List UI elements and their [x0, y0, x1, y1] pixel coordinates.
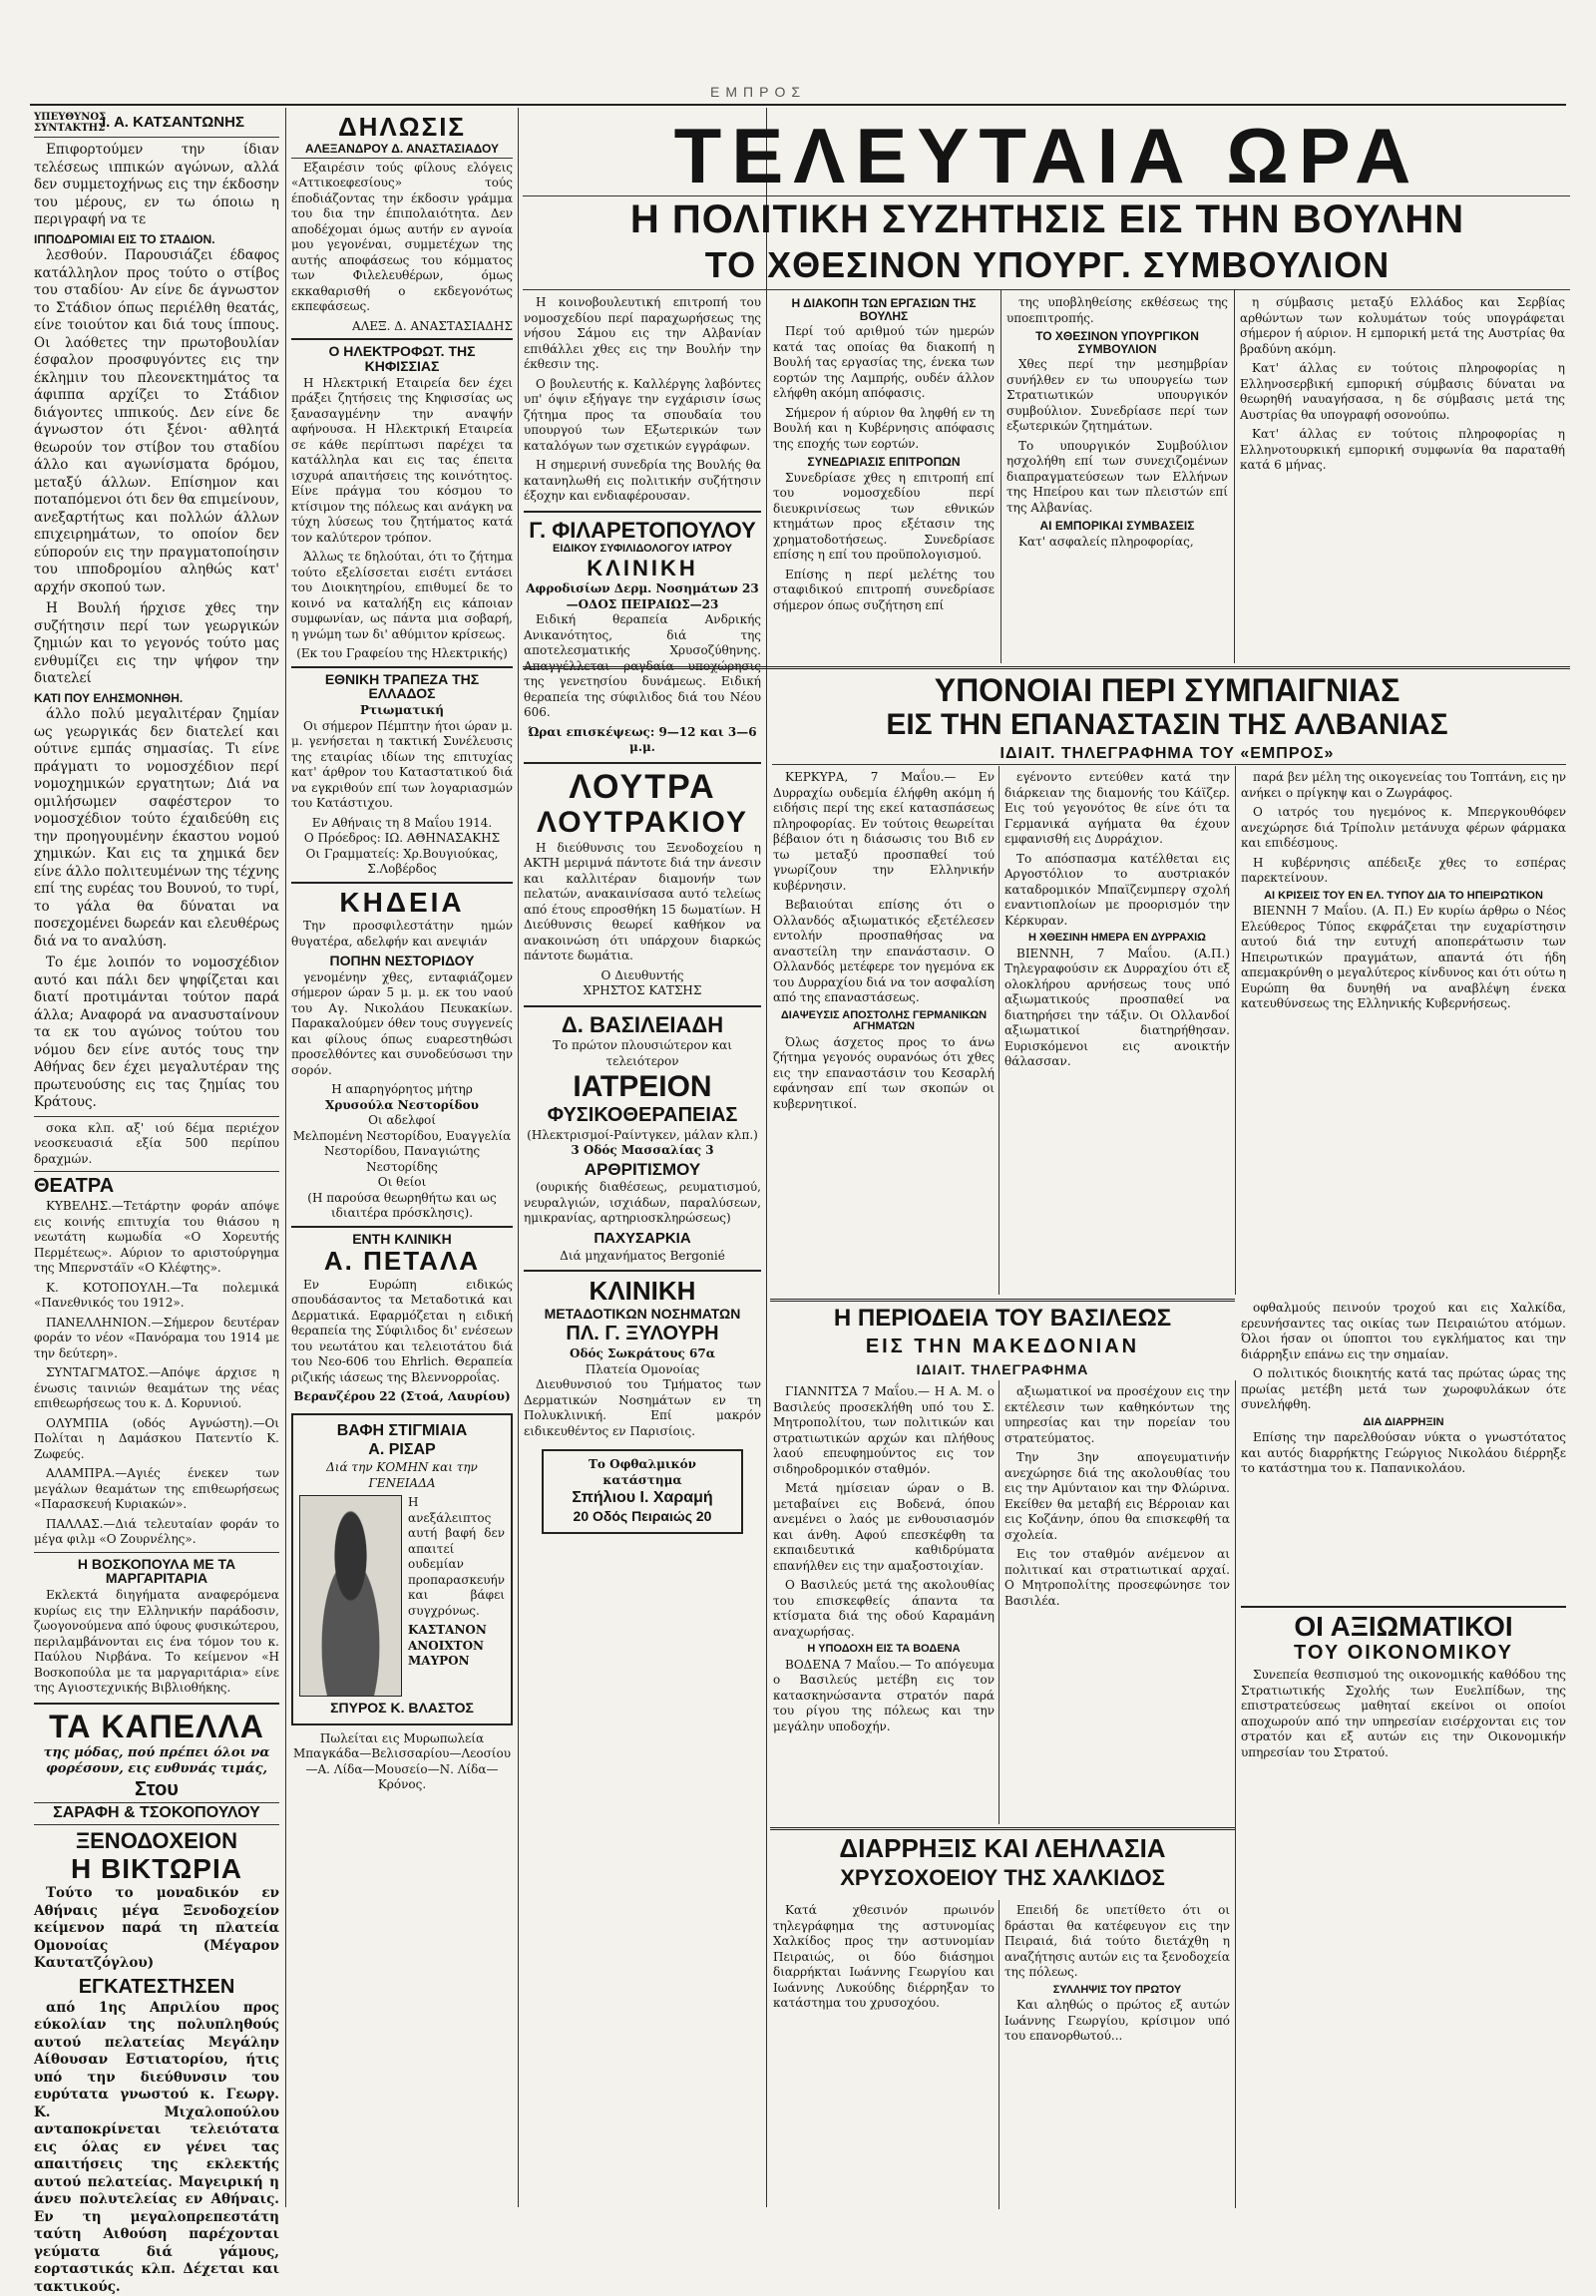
- section-heading: ΔΙΑ ΔΙΑΡΡΗΞΙΝ: [1363, 1415, 1444, 1428]
- ad-hotel-title: ΞΕΝΟΔΟΧΕΙΟΝ: [75, 1827, 238, 1853]
- paragraph: ΒΟΔΕΝΑ 7 Μαΐου.— Το απόγευμα ο Βασιλεύς μετέβη εις τον κατασκηνώσαντα στρατόν παρά του ρίγου της πόλεως και την μεγάλην υποδοχήν.: [773, 1657, 995, 1733]
- theatre-item: ΠΑΛΛΑΣ.—Διά τελευταίαν φοράν το μέγα φιλμ «Ο Ζουρνέλης».: [34, 1516, 279, 1547]
- address: 3 Οδός Μασσαλίας 3: [571, 1143, 714, 1158]
- section-rule: [770, 1299, 1235, 1302]
- paragraph: Οι σήμερον Πέμπτην ήτοι ώραν μ. μ. γενήσεται η τακτική Συνέλευσις της εταιρίας ιδίων της επιτυχίας κατ' άρθρον του Καταστατικού διά να εγκριθούν επί των λογαριασμών του Κατάστιχου.: [291, 718, 513, 811]
- theatre-item: ΣΥΝΤΑΓΜΑΤΟΣ.—Απόψε άρχισε η ένωσις ταινιών θεαμάτων της νέας επιθεωρήσεως του κ. Δ. Κορυνιού.: [34, 1365, 279, 1411]
- funeral-name: ΠΟΠΗΝ ΝΕΣΤΟΡΙΔΟΥ: [329, 953, 475, 969]
- section-heading: ΣΥΝΕΔΡΙΑΣΙΣ ΕΠΙΤΡΟΠΩΝ: [807, 455, 961, 470]
- paragraph: Την προσφιλεστάτην ημών θυγατέρα, αδελφήν και ανεψιάν: [291, 919, 513, 949]
- signature: Ο Πρόεδρος: ΙΩ. ΑΘΗΝΑΣΑΚΗΣ: [303, 831, 501, 846]
- column-6: [1240, 295, 1565, 662]
- paragraph: ΒΙΕΝΝΗ 7 Μαΐου. (Α. Π.) Εν κυρίω άρθρω ο Νέος Ελεύθερος Τύπος εκφράζεται την ευχαρίστησιν αυτού διά την ευτυχή αποπεράτωσιν των Ηπειρωτικών πραγμάτων, απαντά ότι ήδη απεμακρύνθη ο μεγαλύτερος κίνδυνος και ότι ούτω η Ευρώπη θα δυνηθή να αναβλέψη ένεκα κατευθύνσεως της Ελληνικής Κυβερνήσεως.: [1241, 904, 1566, 1011]
- paragraph: Χθες περί την μεσημβρίαν συνήλθεν εν τω υπουργείω των Στρατιωτικών υπουργικόν συμβούλιον. Συνεδρίασε περί των εξωτερικών ζητημάτων.: [1006, 357, 1228, 434]
- albania-col-1: [773, 770, 995, 1294]
- paragraph: Την 3ην απογευματινήν ανεχώρησε διά της ακολουθίας του εις την Αμύνταιον και την Φλώρινα. Εκείθεν θα μεταβή εις Βέρροιαν και εις Κοζάνην, όπου θα επισκεφθή τα σχολεία.: [1004, 1450, 1230, 1542]
- albania-headline-2: ΕΙΣ ΤΗΝ ΕΠΑΝΑΣΤΑΣΙΝ ΤΗΣ ΑΛΒΑΝΙΑΣ: [886, 708, 1448, 741]
- author-header: [34, 112, 279, 138]
- ad-dye-body: [299, 1495, 505, 1697]
- address: Πλατεία Ομονοίας: [585, 1361, 700, 1376]
- divider: [524, 762, 761, 764]
- section-heading: ΣΥΛΛΗΨΙΣ ΤΟΥ ΠΡΩΤΟΥ: [1052, 1983, 1182, 1996]
- section-heading: ΔΙΑΨΕΥΣΙΣ ΑΠΟΣΤΟΛΗΣ ΓΕΡΜΑΝΙΚΩΝ ΑΓΗΜΑΤΩΝ: [780, 1008, 988, 1033]
- theatre-heading: ΘΕΑΤΡΑ: [34, 1175, 115, 1198]
- paragraph: Κατ' ασφαλείς πληροφορίας,: [1018, 534, 1194, 549]
- divider: [291, 338, 513, 340]
- officers-headline-2: ΤΟΥ ΟΙΚΟΝΟΜΙΚΟΥ: [1293, 1642, 1514, 1665]
- signature-label: Ο Διευθυντής: [600, 967, 684, 982]
- paragraph: η σύμβασις μεταξύ Ελλάδος και Σερβίας αρθώντων των κολυμάτων τούς υπογράφεται σήμερον ή αύριον. Η εμπορική μετά της Αυστρίας θα βραδύνη ακόμη.: [1240, 295, 1565, 356]
- banner-rule: [523, 289, 1570, 290]
- paragraph: Συνεπεία θεσπισμού της οικονομικής καθόδου της Στρατιωτικής Σχολής των Ευελπίδων, της επιστρατεύσεως μαθηταί εκείνοι οι οποίοι αποχωρούν από την υπηρεσίαν εισέρχονται εις τον στρατόν και εξ αυτών εις την Οικονομικήν υπηρεσίαν του Στρατού.: [1241, 1668, 1566, 1759]
- section-heading: Η ΧΘΕΣΙΝΗ ΗΜΕΡΑ ΕΝ ΔΥΡΡΑΧΙΩ: [1028, 932, 1206, 944]
- paragraph: Ο βουλευτής κ. Καλλέργης λαβόντες υπ' όψιν εξήγαγε την εγχάρισιν ίσως ζήτημα προς τα σπουδαία του υπουργού των Εξωτερικών των καταλόγων των σχετικών εγγράφων.: [524, 376, 761, 453]
- address: Βερανζέρου 22 (Στοά, Λαυρίου): [293, 1389, 511, 1404]
- address: Αφροδισίων Δερμ. Νοσημάτων 23—ΟΔΟΣ ΠΕΙΡΑΙΩΣ—23: [526, 581, 759, 611]
- section-heading: Ο ΗΛΕΚΤΡΟΦΩΤ. ΤΗΣ ΚΗΦΙΣΣΙΑΣ: [328, 343, 476, 375]
- ad-dye-title: ΒΑΦΗ ΣΤΙΓΜΙΑΙΑ: [336, 1421, 468, 1439]
- author-name: Ι. Α. ΚΑΤΣΑΝΤΩΝΗΣ: [102, 114, 244, 132]
- ad-vasileiadis-sub: Το πρώτον πλουσιώτερον και τελειότερον: [553, 1038, 732, 1068]
- paragraph: Εκλεκτά διηγήματα αναφερόμενα κυρίως εις την Ελληνικήν παράδοσιν, ζωογονούμενα από ύφους φυσικώτερου, περιλαμβάνονται εις ένα τόμον του κ. Παύλου Νιρβάνα. Το κείμενον «Η Βοσκοπούλα με τα μαργαριτάρια» είνε της Αγιοστεχνικής Βιβλιοθήκης.: [34, 1588, 279, 1696]
- albania-col-2: [1004, 770, 1230, 1294]
- section-heading: Η ΥΠΟΔΟΧΗ ΕΙΣ ΤΑ ΒΟΔΕΝΑ: [807, 1643, 961, 1655]
- address: 20 Οδός Πειραιώς 20: [573, 1507, 712, 1524]
- signature: Οι Γραμματείς: Χρ.Βουγιούκας, Σ.Λοβέρδος: [305, 846, 499, 877]
- ad-clinic3-name: ΠΛ. Γ. ΞΥΛΟΥΡΗ: [566, 1323, 719, 1345]
- chalkis-col-2: [1004, 1903, 1230, 2202]
- ad-dye-color: ΑΝΟΙΧΤΟΝ ΜΑΥΡΟΝ: [408, 1638, 485, 1669]
- paragraph: Επιφορτούμεν την ίδιαν τελέσεως ιππικών αγώνων, αλλά δεν συμμετοχήνως εις την έκδοσην του μέρους, εν τω όποιω η περιγραφή να τε: [34, 142, 279, 227]
- ad-dye-brand: Α. ΡΙΣΑΡ: [368, 1440, 436, 1458]
- signature: ΧΡΗΣΤΟΣ ΚΑΤΣΗΣ: [583, 983, 702, 998]
- paragraph: Μετά ημίσειαν ώραν ο Β. μεταβαίνει εις Βοδενά, όπου ανεμένει ο λαός με ενθουσιασμόν και άνθη. Αφού επεσκέφθη τα εκπαιδευτικά καθιδρύματα επανήλθεν εις την αμαξοστοιχίαν.: [773, 1481, 995, 1573]
- paragraph: Εν Ευρώπη ειδικώς σπουδάσαντος τα Μεταδοτικά και Δερματικά. Εφαρμόζεται η ειδική θεραπεία της Σύφιλιδος δι' ενέσεων του νεωτάτου και τελειοτάτου διά του Νεο-606 του Ehrlich. Θεραπεία ριζικής ιάσεως της Βλεννορροΐας.: [291, 1277, 513, 1384]
- ad-clinic3-title: ΚΛΙΝΙΚΗ: [589, 1276, 696, 1307]
- paragraph: Επειδή δε υπετίθετο ότι οι δράσται θα κατέφευγον εις την Πειραιά, διά τούτο διετάχθη η αναζήτησις αυτών εις τα ξενοδοχεία της πόλεως.: [1004, 1903, 1230, 1979]
- banner-subtitle-2: ΤΟ ΧΘΕΣΙΝΟΝ ΥΠΟΥΡΓ. ΣΥΜΒΟΥΛΙΟΝ: [704, 244, 1391, 285]
- chalkis-headline-2: ΧΡΥΣΟΧΟΕΙΟΥ ΤΗΣ ΧΑΛΚΙΔΟΣ: [840, 1865, 1165, 1890]
- declaration-title: ΔΗΛΩΣΙΣ: [337, 112, 467, 142]
- theatre-listings: [34, 1199, 279, 1548]
- paragraph: Άλλως τε δηλούται, ότι το ζήτημα τούτο εξελίσσεται εισέτι εντάσει του Διοικητηρίου, επιθυμεί δε το κοινό να καταλήξη εις κάποιαν συμφωνίαν, ως πάντα μια σοβαρή, η γνώμη των δι' αθύμιτον κρίσεως.: [291, 550, 513, 641]
- paragraph: εγένοντο εντεύθεν κατά την διάρκειαν της διαμονής του Κάϊζερ. Εις τού γεγονότος θε είνε ότι τα Γερμανικά αγήματα θα έχουν εμφανισθή εις Δυρράχιον.: [1004, 770, 1230, 846]
- column-2: [291, 112, 513, 2206]
- paragraph: Η σημερινή συνεδρία της Βουλής θα κατανηλωθή εις πολιτικήν συζήτησιν έξοχην και ενδιαφέρουσαν.: [524, 458, 761, 503]
- paragraph: Συνεδρίασε χθες η επιτροπή επί του νομοσχεδίου περί διευκρινίσεως των εθνικών κτημάτων προς εξέτασιν της χρηματοδοτήσεως. Συνεδρίασε επίσης η επί του προϋπολογισμού.: [773, 470, 995, 563]
- paragraph: ΚΕΡΚΥΡΑ, 7 Μαΐου.— Εν Δυρραχίω ουδεμία έλήφθη ακόμη ή ειδήσις περί της εκεί κατασπάσεως πληροφορίας. Εν τούτοις θεωρείται βέβαιον ότι η διάσωσις του Βιδ εν τω μεταξύ προσπαθεί τού γνωρίζουν την Ελληνικήν κυβέρνησιν.: [773, 770, 995, 893]
- paragraph: αξιωματικοί να προσέχουν εις την εκτέλεσιν των καθηκόντων της υπηρεσίας και την πορείαν του στρατεύματος.: [1004, 1384, 1230, 1445]
- paragraph: Ο ιατρός του ηγεμόνος κ. Μπεργκουθόφεν ανεχώρησε διά Τρίπολιν μετάνυχα φέρων φάρμακα και επιδέσμους.: [1241, 805, 1566, 850]
- ad-loutra-title: ΛΟΥΤΡΑ: [569, 767, 716, 806]
- hours: Ώραι επισκέψεως: 9—12 και 3—6 μ.μ.: [528, 724, 757, 755]
- ad-optician-title: Το Οφθαλμικόν κατάστημα: [589, 1457, 696, 1487]
- paragraph: Το απόσπασμα κατέλθεται εις Αργοστόλιον το αυστριακόν καταδρομικόν Μπαϊζενμπεργ σχολή εναντιοπλοίων με προορισμόν την Κέρκυραν.: [1004, 851, 1230, 928]
- paragraph: Σήμερον ή αύριον θα ληφθή εν τη Βουλή και η Κυβέρνησις απόφασις της εποχής των εορτών.: [773, 405, 995, 451]
- section-rule: [772, 764, 1566, 765]
- top-rule: [30, 104, 1566, 106]
- ad-optician-name: Σπήλιου Ι. Χαραμή: [572, 1489, 713, 1507]
- signature-label: Οι αδελφοί: [368, 1113, 436, 1128]
- column-rule: [998, 1900, 999, 2209]
- column-rule: [1234, 289, 1235, 663]
- paragraph: Κατ' άλλας εν τούτοις πληροφορίας η Ελληνοτουρκική εμπορική συμφωνία θα παραταθή κατά 6 μήνας.: [1240, 427, 1565, 472]
- section-heading: Η ΒΟΣΚΟΠΟΥΛΑ ΜΕ ΤΑ ΜΑΡΓΑΡΙΤΑΡΙΑ: [77, 1555, 236, 1587]
- paragraph: ΓΙΑΝΝΙΤΣΑ 7 Μαΐου.— Η Α. Μ. ο Βασιλεύς προσεκλήθη υπό του Σ. Μητροπολίτου, των πολιτικών και στρατιωτικών αρχών και πλήθους λαού επευφημούντος εις τον σιδηροδρομικόν σταθμόν.: [773, 1384, 995, 1476]
- theatre-item: ΑΛΑΜΠΡΑ.—Αγιές ένεκεν των μεγάλων θεαμάτων της επιθεωρήσεως «Παρασκευή Κυριακών».: [34, 1466, 279, 1512]
- ad-obesity-sub: Διά μηχανήματος Bergonié: [560, 1248, 725, 1263]
- ad-hats-title: ΤΑ ΚΑΠΕΛΛΑ: [49, 1708, 264, 1744]
- paragraph: από 1ης Απριλίου προς εύκολίαν της πολυπληθούς αυτού πελατείας Μεγάλην Αίθουσαν Εστιατορίου, ήτις υπό την διεύθυνσιν του ευρύτατα γνωστού κ. Γεωργ. Κ. Μιχαλοπούλου ανταποκρίνεται τελειότατα εις όλας εν γένει τας απαιτήσεις της εκλεκτής αυτού πελατείας. Μαγειρική η άνευ πολυτελείας εν Αθήναις. Εν τη μεγαλοπρεπεστάτη ταύτη Αιθούση παρέχονται γεύματα διά γάμους, εορταστικάς κλπ. Δέχεται και τακτικούς.: [34, 1999, 279, 2295]
- paragraph: Διευθυνσιού του Τμήματος των Δερματικών Νοσημάτων εν τη Πολυκλινική. Επί μακρόν ειδικευθέντος εν Παρισίοις.: [524, 1377, 761, 1438]
- paragraph: Ο πολιτικός διοικητής κατά τας πρώτας ώρας της πρωίας μετέβη μετά των χωροφυλάκων ότε συνελήφθη.: [1241, 1366, 1566, 1411]
- ad-iatreion-sub: (Ηλεκτρισμοί-Ραίντγκεν, μάλαν κλπ.): [527, 1127, 758, 1142]
- ad-iatreion-cure: ΑΡΘΡΙΤΙΣΜΟΥ: [584, 1159, 701, 1179]
- divider: [1241, 1606, 1566, 1608]
- section-rule: [523, 666, 1570, 669]
- section-subheading: Ρτιωματική: [360, 703, 444, 718]
- ad-hair-dye: [291, 1413, 513, 1725]
- column-4: [773, 295, 995, 662]
- paragraph: οφθαλμούς πεινούν τροχού και εις Χαλκίδα, ερευνήσαντες τας οικίας των Πειραιώτου ατόμων. Όλοι ήσαν οι ύποπτοι του εγκλήματος και την διάρρηξιν επάνω εις την σημαίαν.: [1241, 1301, 1566, 1361]
- ad-hats-shop: ΣΑΡΑΦΗ & ΤΣΟΚΟΠΟΥΛΟΥ: [34, 1802, 279, 1825]
- author-label: ΥΠΕΥΘΥΝΟΣ ΣΥΝΤΑΚΤΗΣ: [34, 112, 107, 134]
- signature: Χρυσούλα Νεστορίδου: [325, 1097, 479, 1112]
- divider: [291, 1226, 513, 1228]
- ad-dye-sub: Διά την ΚΟΜΗΝ και την ΓΕΝΕΙΑΔΑ: [326, 1460, 478, 1490]
- chalkis-col-1: [773, 1903, 995, 2202]
- masthead-mark: ΕΜΠΡΟΣ: [710, 84, 806, 100]
- officers-section: [1241, 1606, 1566, 2204]
- officers-headline-1: ΟΙ ΑΞΙΩΜΑΤΙΚΟΙ: [1294, 1611, 1513, 1642]
- ad-optician: [542, 1449, 743, 1533]
- section-heading: ΤΟ ΧΘΕΣΙΝΟΝ ΥΠΟΥΡΓΙΚΟΝ ΣΥΜΒΟΥΛΙΟΝ: [1035, 329, 1199, 356]
- column-rule: [1235, 1380, 1236, 2208]
- paragraph: Και αληθώς ο πρώτος εξ αυτών Ιωάννης Γεωργίου, κρίσιμον υπό του επανορθωτού...: [1004, 1998, 1230, 2044]
- column-rule: [285, 108, 286, 2207]
- ad-clinic-title: Γ. ΦΙΛΑΡΕΤΟΠΟΥΛΟΥ: [529, 517, 756, 543]
- paragraph: Τούτο το μοναδικόν εν Αθήναις μέγα Ξενοδοχείον κείμενον παρά τη πλατεία Ομονοίας (Μέγαρον Καυτατζόγλου): [34, 1885, 279, 1972]
- paragraph: Η διεύθυνσις του Ξενοδοχείου η ΑΚΤΗ μεριμνά πάντοτε διά την άνεσιν και καλλιτέραν διαμονήν των πελατών, ανακαινίσασα αυτό τελείως από έτους επροσθήκη 15 δωματίων. Η Διεύθυνσις θεωρεί καθήκον να ανακοινώση ότι υπάρχουν διαρκώς πάντοτε δωμάτια.: [524, 840, 761, 963]
- king-col-1: [773, 1384, 995, 1823]
- ad-dye-seller: ΣΠΥΡΟΣ Κ. ΒΛΑΣΤΟΣ: [330, 1700, 474, 1717]
- paragraph: Κατά χθεσινόν πρωινόν τηλεγράφημα της αστυνομίας Χαλκίδος προς την αστυνομίαν Πειραιώς, οι δύο διάσημοι διαρρήκται Ιωάννης Γεωργίου και Ιωάννης Λυκούδης διέρρηξαν το κατάστημα του χρυσοχόου.: [773, 1903, 995, 2010]
- ad-hotel-name: Η ΒΙΚΤΩΡΙΑ: [71, 1853, 242, 1885]
- divider: [291, 666, 513, 668]
- column-rule: [998, 1380, 999, 1824]
- ad-petala-title: Α. ΠΕΤΑΛΑ: [323, 1246, 481, 1277]
- divider: [34, 1116, 279, 1117]
- ad-hats-text: της μόδας, πού πρέπει όλοι να φορέσουν, εις ευθυνάς τιμάς,: [43, 1745, 270, 1777]
- paragraph: Ο Βασιλεύς μετά της ακολουθίας του επισκεφθείς άπαντα τα κτίσματα διά της οδού Καραμάνη αναχωρήσας.: [773, 1578, 995, 1639]
- section-heading: ΑΙ ΕΜΠΟΡΙΚΑΙ ΣΥΜΒΑΣΕΙΣ: [1039, 519, 1195, 534]
- funeral-title: ΚΗΔΕΙΑ: [339, 886, 465, 918]
- section-rule: [770, 1827, 1235, 1830]
- ad-dye-text: Η ανεξάλειπτος αυτή βαφή δεν απαιτεί ουδεμίαν προπαρασκευήν και βάφει συγχρόνως.: [408, 1495, 506, 1618]
- ad-iatreion-title-2: ΦΥΣΙΚΟΘΕΡΑΠΕΙΑΣ: [547, 1103, 738, 1126]
- column-1: [34, 112, 279, 2295]
- paragraph: Η κοινοβουλευτική επιτροπή του νομοσχεδίου περί παραχωρήσεως της νήσου Σάμου εις την Αλβανίαν επιθάλλει χθες εις την Βουλήν την έκθεσιν της.: [524, 295, 761, 371]
- section-heading: ΕΘΝΙΚΗ ΤΡΑΠΕΖΑ ΤΗΣ ΕΛΛΑΔΟΣ: [324, 670, 480, 702]
- paragraph: ΒΙΕΝΝΗ, 7 Μαΐου. (Α.Π.) Τηλεγραφούσιν εκ Δυρραχίου ότι εξ ολοκλήρου αρνήσεως τους υπό αξιωματικούς προσπαθεί να διατηρήσει την τάξιν. Οι Ολλανδοί αξιωματικοί διατηρήθησαν. Ευρισκόμενοι εις ανοικτήν θάλασσαν.: [1004, 946, 1230, 1069]
- ad-obesity: ΠΑΧΥΣΑΡΚΙΑ: [594, 1229, 691, 1247]
- paragraph: σοκα κλπ. αξ' ιού δέμα περιέχον νεοσκευασιά εξία 500 περίπου δραχμών.: [34, 1120, 279, 1166]
- ad-clinic-word: ΚΛΙΝΙΚΗ: [587, 556, 698, 581]
- ad-iatreion-title: ΙΑΤΡΕΙΟΝ: [573, 1070, 712, 1104]
- signature-label: Η απαρηγόρητος μήτηρ: [331, 1082, 473, 1097]
- paragraph: παρά βεν μέλη της οικογενείας του Τοπτάνη, εις ην ανήκει ο πρίγκηψ και ο Ζωγράφος.: [1241, 770, 1566, 800]
- declaration-subtitle: ΑΛΕΞΑΝΔΡΟΥ Δ. ΑΝΑΣΤΑΣΙΑΔΟΥ: [291, 143, 513, 159]
- signature: ΑΛΕΞ. Δ. ΑΝΑΣΤΑΣΙΑΔΗΣ: [352, 318, 513, 333]
- banner-rule: [523, 195, 1570, 196]
- paragraph: Το υπουργικόν Συμβούλιον ησχολήθη επί των συνεχιζομένων διαπραγματεύσεων των Ελλήνων της Ηπείρου και των πλειστών επί της Αλβανίας.: [1006, 438, 1228, 515]
- chalkis-headline-1: ΔΙΑΡΡΗΞΙΣ ΚΑΙ ΛΕΗΛΑΣΙΑ: [839, 1833, 1166, 1863]
- paragraph: Η Ηλεκτρική Εταιρεία δεν έχει πράξει ζητήσεις της Κηφισσίας ως ξανασαγμένην την αναψήν αφήνουσα. Η Ηλεκτρική Εταιρεία σε κάθε περίπτωσι παρέχει τα κατάλληλα και εις τας έπειτα ισχυρά απαιτήσεις της κοινότητος. Είνε πράγμα του κόσμου το κτίσιμον της πόλεως και ανάγκη να τύχη λύσεως του ζητήματος κατά τον καλύτερον τρόπον.: [291, 375, 513, 545]
- column-5: [1006, 295, 1228, 662]
- paragraph: Ειδική θεραπεία Ανδρικής Ανικανότητος, διά της αποτελεσματικής Χρυσοζύθηνης. Απαγγέλλεται ραγδαία υποχώρησις της γενετησίου δυνάμεως. Ειδική θεραπεία της σύφιλιδος διά του Νέου 606.: [524, 612, 761, 720]
- divider: [524, 511, 761, 513]
- divider: [524, 1270, 761, 1272]
- divider: [34, 1703, 279, 1705]
- paragraph: Εις τον σταθμόν ανέμενον αι πολιτικαί και στρατιωτικαί αρχαί. Ο Μητροπολίτης προσεφώνησε τον Βασιλέα.: [1004, 1547, 1230, 1608]
- albania-headline-1: ΥΠΟΝΟΙΑΙ ΠΕΡΙ ΣΥΜΠΑΙΓΝΙΑΣ: [934, 672, 1400, 708]
- theatre-item: ΚΥΒΕΛΗΣ.—Τετάρτην φοράν απόψε εις κοινής επιτυχία του θιάσου η νεωτάτη κωμωδία «Ο Χορευτής Περμέτεως». Αύριον το αριστούργημα της Μπερνστάϊν «Ο Κλέφτης».: [34, 1199, 279, 1276]
- paragraph: γενομένην χθες, ενταφιάζομεν σήμερον ώραν 5 μ. μ. εκ του ναού του Αγ. Νικολάου Πευκακίων. Παρακαλούμεν όθεν τους συγγενείς και φίλους όπως ευαρεστηθώσι προσελθόντες και συνοδεύσωσι την σορόν.: [291, 969, 513, 1077]
- king-col-3: [1241, 1301, 1566, 1600]
- king-col-2: [1004, 1384, 1230, 1823]
- banner-subtitle-1: Η ΠΟΛΙΤΙΚΗ ΣΥΖΗΤΗΣΙΣ ΕΙΣ ΤΗΝ ΒΟΥΛΗΝ: [629, 197, 1465, 241]
- paragraph: Όλως άσχετος προς το άνω ζήτημα γεγονός ουρανόως ότι χθες εις την επαναστάσιν του Κεσαρλή εφάνησαν επί των σκοπών οι κυβερνητικοί.: [773, 1034, 995, 1111]
- column-rule: [766, 108, 767, 2207]
- theatre-item: ΟΛΥΜΠΙΑ (οδός Αγνώστη).—Οι Πολίται η Δαμάσκου Πατεντίο Κ. Ζωφεύς.: [34, 1415, 279, 1461]
- ad-clinic-subtitle: ΕΙΔΙΚΟΥ ΣΥΦΙΛΙΔΟΛΟΓΟΥ ΙΑΤΡΟΥ: [553, 542, 732, 555]
- divider: [34, 1552, 279, 1553]
- section-heading: ΑΙ ΚΡΙΣΕΙΣ ΤΟΥ ΕΝ ΕΛ. ΤΥΠΟΥ ΔΙΑ ΤΟ ΗΠΕΙΡΩΤΙΚΟΝ: [1264, 889, 1543, 902]
- albania-col-3: [1241, 770, 1566, 1294]
- source-note: (Εκ του Γραφείου της Ηλεκτρικής): [296, 646, 508, 661]
- ad-dye-color: ΚΑΣΤΑΝΟΝ: [408, 1623, 487, 1638]
- king-headline-1: Η ΠΕΡΙΟΔΕΙΑ ΤΟΥ ΒΑΣΙΛΕΩΣ: [833, 1305, 1172, 1332]
- column-rule: [518, 108, 519, 2207]
- paragraph: Περί τού αριθμού τών ημερών κατά τας οποίας θα διακοπή η Βουλή τας εργασίας της, ένεκα των εορτών της Λαμπρής, ουδέν άλλον ελήφθη ακόμη απόφασις.: [773, 324, 995, 401]
- paragraph: (ουρικής διαθέσεως, ρευματισμού, νευραλγιών, ισχιάδων, παραλύσεων, ημικρανίας, αρτηριοσκληρώσεως): [524, 1180, 761, 1226]
- ad-loutra-title-2: ΛΟΥΤΡΑΚΙΟΥ: [537, 806, 748, 840]
- theatre-item: Κ. ΚΟΤΟΠΟΥΛΗ.—Τα πολεμικά «Πανεθνικός του 1912».: [34, 1280, 279, 1311]
- paragraph: Το έμε λοιπόν το νομοσχέδιον αυτό και πάλι δεν ψηφίζεται και διατί προτιμάνται τούτον παρά άλλα; Αναφορά να ανασυσταίνουν τα εκ του αγώνος τούτου του νόμου δεν είνε αυτός τους την Αθήνας δεν έχει μεγαλυτέραν της πρωτευούσης εις τας ζημίας του Κράτους.: [34, 955, 279, 1111]
- address: Οδός Σωκράτους 67α: [570, 1346, 715, 1361]
- divider: [524, 1005, 761, 1007]
- paragraph: Επίσης η περί μελέτης του σταφιδικού επιτροπή συνεδρίασε σήμερον όπως συζήτηση επί: [773, 567, 995, 612]
- signature: Μελπομένη Νεστορίδου, Ευαγγελία Νεστορίδου, Παναγιώτης Νεστορίδης: [292, 1128, 512, 1174]
- section-heading: ΙΠΠΟΔΡΟΜΙΑΙ ΕΙΣ ΤΟ ΣΤΑΔΙΟΝ.: [34, 231, 215, 246]
- paragraph: άλλο πολύ μεγαλιτέραν ζημίαν ως γεωργικάς δεν διατελεί και ούτινε εμπάς σημασίας. Τι είνε πράγματι το νομοσχέδιον περί νομοχημικών εργατητων; Διά να ομιλήσωμεν σαφέστερον το νομοσχέδιον τούτο έχαιδεύθη εις την προηγουμένην έκαστου νομού χημικών. Και εις τα χημικά δεν είνε άλλο πολιτευμένων της τέχνης επί της ευρέας του Βουνού, το τυρί, το γάλα θα δύναται να ποσεχομένει δωρεάν και ελευθέρως διά να το αναλύση.: [34, 706, 279, 950]
- albania-telegram-label: ΙΔΙΑΙΤ. ΤΗΛΕΓΡΑΦΗΜΑ ΤΟΥ «ΕΜΠΡΟΣ»: [999, 745, 1335, 762]
- divider: [34, 1171, 279, 1172]
- section-heading: Η ΔΙΑΚΟΠΗ ΤΩΝ ΕΡΓΑΣΙΩΝ ΤΗΣ ΒΟΥΛΗΣ: [791, 296, 977, 323]
- signature-label: Οι θείοι: [377, 1175, 427, 1190]
- king-telegram-label: ΙΔΙΑΙΤ. ΤΗΛΕΓΡΑΦΗΜΑ: [916, 1361, 1089, 1377]
- king-headline-2: ΕΙΣ ΤΗΝ ΜΑΚΕΔΟΝΙΑΝ: [865, 1336, 1140, 1357]
- column-rule: [1000, 289, 1001, 663]
- paragraph: λεσθούν. Παρουσιάζει έδαφος κατάλληλον προς τούτο ο στίβος του σταδίου· Αν είνε δε άγνωστον το Στάδιον όπως περιέλθη θεατάς, είνε τοιούτον και διά τους ίππους. Οι λαόθετες την πρωτοβουλίαν έσφαλον προσφυγόντες εις την έκλημιν του πλεονεκτημάτος τα άφιππα αρχίζει το Στάδιον διάγοντες ιππικούς. Δεν είνε δε άγνωστον ότι ξένοι· αθλητά θεωρούν τον στίβον του σταδίου άλλο και αγωνίσματα δρόμου, μεταξύ άλλων. Επίσημον και ποταπόμενοι ότι δεν θα επιμείνουν, ανεξαρτήτως και πολλών άλλων επιχειρημάτων, το οποίον δεν εύπορούν εις την πραγματοποίησιν του ιπποδρομίου αληθώς κατ' αρχήν σκοπού των.: [34, 247, 279, 595]
- paragraph: Η κυβέρνησις απέδειξε χθες το εσπέρας παρεκτείνουν.: [1241, 855, 1566, 885]
- paragraph: της υποβληθείσης εκθέσεως της υποεπιτροπής.: [1006, 295, 1228, 325]
- paragraph: Επίσης την παρελθούσαν νύκτα ο γνωστότατος και αυτός διαρρήκτης Γεώργιος Νικολάου διέρρηξε το κατάστημα του κ. Παπανικολάου.: [1241, 1430, 1566, 1476]
- paragraph: Πωλείται εις Μυρωπωλεία Μπαγκάδα—Βελισσαρίου—Λεοσίου—Α. Λίδα—Μουσείο—Ν. Λίδα—Κρόνος.: [292, 1730, 511, 1792]
- paragraph: Κατ' άλλας εν τούτοις πληροφορίας η Ελληνοσερβική εμπορική σύμβασις δύναται να θεωρηθή ναυαγήσασα, η δε σύμβασις μετά της Αυστρίας θα υπογραφή οσονούπω.: [1240, 361, 1565, 422]
- column-rule: [998, 766, 999, 1295]
- woman-portrait-illustration: [299, 1495, 402, 1697]
- column-rule: [1235, 766, 1236, 1295]
- note: (Η παρούσα θεωρηθήτω και ως ιδιαιτέρα πρόσκλησις).: [307, 1190, 497, 1221]
- paragraph: Εξαιρέσιν τούς φίλους ελόγεις «Αττικοεφεσίους» τούς έποδιάζοντας την έκδοσιν γράμμα του δια την έπιπολαιότητα. Δεν αποδέχομαι όμως αυτήν εν αγνοία μου γεγονέναι, συμμετέχων της αυτής αποφάσεως του κόμματος των Φιλελευθέρων, όμως εκκαθαρισθή ο εκδεγονότως εκπεφάσεως.: [291, 160, 513, 314]
- section-heading: ΕΝΤΗ ΚΛΙΝΙΚΗ: [352, 1230, 452, 1247]
- column-3: [524, 295, 761, 2205]
- divider: [291, 882, 513, 884]
- theatre-item: ΠΑΝΕΛΛΗΝΙΟΝ.—Σήμερον δευτέραν φοράν το νέον «Πανόραμα του 1914 με την δεύτερη».: [34, 1315, 279, 1360]
- paragraph: Η Βουλή ήρχισε χθες την συζήτησιν περί των γεωργικών ζημιών και το γεγονός τούτο μας ενθυμίζει εις την ψήφον την διατελεί: [34, 600, 279, 687]
- date-line: Εν Αθήναις τη 8 Μαΐου 1914.: [311, 815, 493, 830]
- ad-vasileiadis-title: Δ. ΒΑΣΙΛΕΙΑΔΗ: [561, 1011, 724, 1037]
- paragraph: Βεβαιούται επίσης ότι ο Ολλανδός αξιωματικός εξετέλεσεν εντολήν προσπαθήσας να αναστείλη την επανάστασιν. Ο Ολλανδός μετέφερε τον ηγεμόνα εκ του Δυρραχίου διά να τον ασφαλίση από της επαναστάσεως.: [773, 898, 995, 1004]
- ad-hotel-subtitle: ΕΓΚΑΤΕΣΤΗΣΕΝ: [78, 1975, 235, 1998]
- ad-hats-stou: Στου: [135, 1778, 179, 1801]
- section-heading: ΚΑΤΙ ΠΟΥ ΕΛΗΣΜΟΝΗΘΗ.: [34, 690, 184, 705]
- ad-clinic3-subtitle: ΜΕΤΑΔΟΤΙΚΩΝ ΝΟΣΗΜΑΤΩΝ: [544, 1306, 741, 1323]
- ad-dye-text-block: [408, 1495, 505, 1697]
- banner-title: ΤΕΛΕΥΤΑΙΑ ΩΡΑ: [673, 112, 1421, 199]
